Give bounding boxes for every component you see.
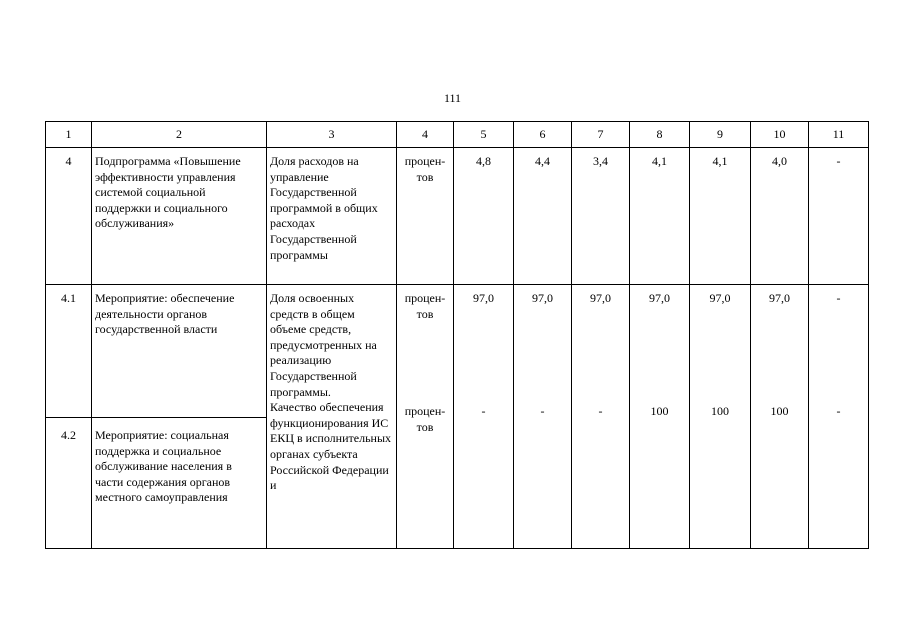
value-cell: 4,0: [751, 148, 809, 285]
value-cell: 100: [711, 404, 729, 418]
unit-cell-merged: [397, 285, 454, 549]
value-cell: 3,4: [572, 148, 630, 285]
value-cell: 4,1: [630, 148, 690, 285]
column-header: 3: [267, 122, 397, 148]
value-cell: -: [540, 404, 545, 418]
table-header-row: [46, 122, 869, 148]
value-cell-merged: [809, 285, 869, 549]
value-cell: 4,4: [514, 148, 572, 285]
value-cell: -: [836, 291, 841, 305]
value-cell: 4,8: [454, 148, 514, 285]
row-number: 4.2: [46, 418, 92, 549]
value-cell: -: [481, 404, 486, 418]
unit-cell: процен-тов: [404, 291, 446, 321]
value-cell: -: [598, 404, 603, 418]
value-cell: 97,0: [473, 291, 494, 305]
value-cell-merged: [572, 285, 630, 549]
measure-name: Мероприятие: обеспечение деятельности органов государственной власти: [92, 285, 267, 418]
column-header: 2: [92, 122, 267, 148]
column-header: 9: [690, 122, 751, 148]
value-cell-merged: [514, 285, 572, 549]
value-cell: 97,0: [709, 291, 731, 305]
row-number: 4: [46, 148, 92, 285]
value-cell-merged: [630, 285, 690, 549]
measure-name: Мероприятие: социальная поддержка и социальное обслуживание населения в части содержания органов местного самоуправления: [92, 418, 267, 549]
value-cell: -: [836, 404, 841, 418]
value-cell: 97,0: [532, 291, 553, 305]
value-cell: 97,0: [590, 291, 611, 305]
indicator-text-part1: Доля освоенных средств в общем объеме средств, предусмотренных на реализацию Государственной программы.: [270, 291, 377, 399]
indicators-table: [45, 121, 869, 549]
unit-cell: процен-тов: [404, 404, 446, 434]
table-row: [46, 148, 869, 285]
value-cell-merged: [454, 285, 514, 549]
column-header: 10: [751, 122, 809, 148]
value-cell: 97,0: [769, 291, 790, 305]
value-cell: 100: [650, 404, 669, 418]
value-cell-merged: [690, 285, 751, 549]
value-cell: 4,1: [690, 148, 751, 285]
table-row: [46, 285, 869, 418]
indicator-text-part2: Качество обеспечения функционирования ИС ЕКЦ в исполнительных органах субъекта Российской Федерации и: [270, 400, 392, 493]
subprogram-name: Подпрограмма «Повышение эффективности управления системой социальной поддержки и социального обслуживания»: [92, 148, 267, 285]
column-header: 7: [572, 122, 630, 148]
unit-cell: процен-тов: [397, 148, 454, 285]
row-number: 4.1: [46, 285, 92, 418]
value-cell: -: [809, 148, 869, 285]
column-header: 11: [809, 122, 869, 148]
column-header: 5: [454, 122, 514, 148]
value-cell-merged: [751, 285, 809, 549]
indicator-text-merged: [267, 285, 397, 549]
value-cell: 97,0: [649, 291, 670, 305]
value-cell: 100: [770, 404, 789, 418]
column-header: 4: [397, 122, 454, 148]
column-header: 6: [514, 122, 572, 148]
column-header: 1: [46, 122, 92, 148]
column-header: 8: [630, 122, 690, 148]
page-number: 111: [443, 91, 462, 105]
indicator-text: Доля расходов на управление Государственной программой в общих расходах Государственной программы: [267, 148, 397, 285]
